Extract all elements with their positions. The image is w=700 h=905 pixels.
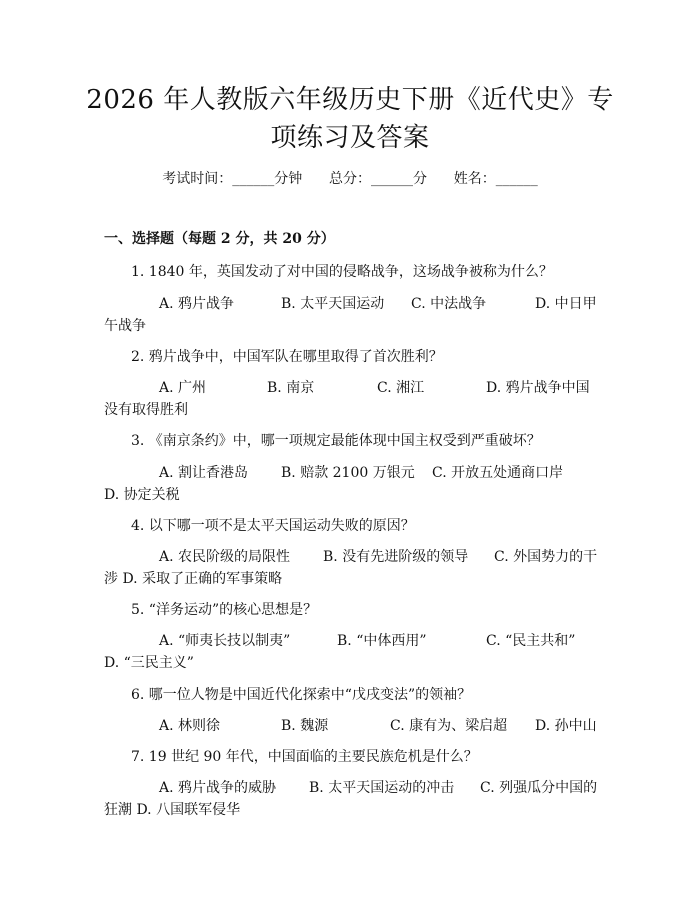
option: B. 太平天国运动的冲击 (309, 780, 455, 796)
option: D. 中日甲 (535, 296, 597, 312)
option: A. 广州 (159, 380, 207, 396)
option: C. 外国势力的干 (494, 549, 598, 565)
question-options (104, 293, 604, 317)
option: B. 没有先进阶级的领导 (323, 549, 469, 565)
option-wrap: 没有取得胜利 (104, 402, 188, 418)
question-stem: 3. 《南京条约》中，哪一项规定最能体现中国主权受到严重破坏？ (131, 433, 541, 449)
option: D. 孙中山 (535, 718, 597, 734)
option-wrap: 狂潮 D. 八国联军侵华 (104, 802, 241, 818)
option: A. “师夷长技以制夷” (159, 633, 291, 649)
option: A. 农民阶级的局限性 (159, 549, 291, 565)
section-heading: 一、选择题（每题 2 分，共 20 分） (104, 231, 335, 247)
option: B. 太平天国运动 (281, 296, 385, 312)
question-options (104, 377, 604, 401)
option: A. 鸦片战争 (159, 296, 235, 312)
question-stem: 5. “洋务运动”的核心思想是？ (131, 602, 318, 618)
document-title-line-2: 项练习及答案 (270, 123, 430, 153)
option-wrap: D. “三民主义” (104, 655, 194, 671)
option: B. 赔款 2100 万银元 (281, 465, 415, 481)
question-stem: 2. 鸦片战争中，中国军队在哪里取得了首次胜利？ (131, 349, 443, 365)
option: A. 割让香港岛 (159, 465, 249, 481)
question-options (104, 630, 604, 654)
option-wrap: D. 协定关税 (104, 487, 180, 503)
document-title-line-1: 2026 年人教版六年级历史下册《近代史》专 (86, 85, 614, 115)
option-wrap: 涉 D. 采取了正确的军事策略 (104, 571, 283, 587)
question-options (104, 715, 604, 739)
question-options (104, 777, 604, 801)
question-stem: 1. 1840 年，英国发动了对中国的侵略战争，这场战争被称为什么？ (131, 264, 553, 280)
question-stem: 6. 哪一位人物是中国近代化探索中“戊戌变法”的领袖？ (131, 687, 472, 703)
option: B. 南京 (267, 380, 315, 396)
option: C. 湘江 (377, 380, 425, 396)
question-stem: 4. 以下哪一项不是太平天国运动失败的原因？ (131, 518, 415, 534)
exam-info: 考试时间：______分钟 总分：______分 姓名：______ (162, 171, 538, 187)
option: D. 鸦片战争中国 (486, 380, 590, 396)
option: C. 列强瓜分中国的 (480, 780, 598, 796)
option: C. “民主共和” (486, 633, 576, 649)
option: C. 开放五处通商口岸 (432, 465, 564, 481)
option: C. 中法战争 (411, 296, 487, 312)
option: A. 林则徐 (159, 718, 221, 734)
option: C. 康有为、梁启超 (390, 718, 508, 734)
question-options (104, 546, 604, 570)
option: B. 魏源 (281, 718, 329, 734)
question-stem: 7. 19 世纪 90 年代，中国面临的主要民族危机是什么？ (131, 749, 478, 765)
option: B. “中体西用” (337, 633, 427, 649)
question-options (104, 462, 604, 486)
option-wrap: 午战争 (104, 318, 146, 334)
option: A. 鸦片战争的威胁 (159, 780, 277, 796)
